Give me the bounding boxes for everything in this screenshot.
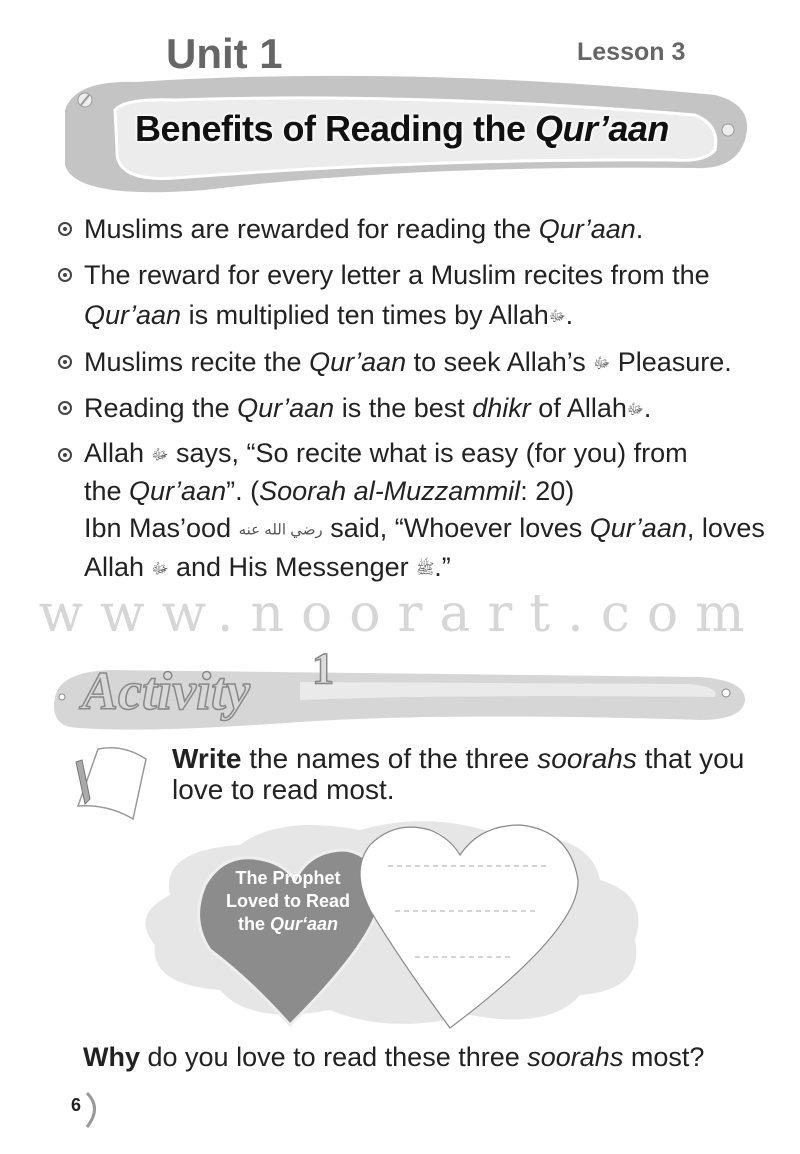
page-number-arc (62, 1090, 102, 1130)
text-segment: Allah (84, 551, 152, 582)
text-segment: of Allah (530, 393, 627, 423)
italic-text: Soorah al-Muzzammil (259, 476, 521, 507)
heart-label (213, 867, 363, 936)
italic-text: Qur’aan (538, 214, 636, 244)
honorific-icon: ﷻ (548, 307, 566, 325)
text-line (84, 473, 784, 510)
why-question (83, 1042, 704, 1073)
honorific-icon: ﷻ (151, 446, 169, 464)
why-bold: Why (83, 1042, 140, 1072)
list-item (58, 342, 784, 384)
activity-instruction (172, 743, 772, 805)
page-title (135, 108, 669, 150)
heart-label-italic: Qur‘aan (269, 914, 339, 934)
bullet-icon (58, 355, 72, 369)
text-segment: Reading the (84, 393, 238, 423)
italic-text: dhikr (472, 393, 531, 423)
italic-text: Qur’aan (129, 476, 227, 507)
text-line (84, 388, 784, 430)
text-segment: says, “So recite what is easy (for you) from (168, 438, 688, 468)
page-number (62, 1090, 102, 1130)
bullet-icon (58, 401, 72, 415)
instruction-text-end: that you love to read most. (172, 743, 745, 805)
title-italic: Qur’aan (535, 108, 669, 149)
text-segment: is multiplied ten times by Allah (181, 300, 549, 330)
lesson-label: Lesson 3 (577, 38, 686, 66)
why-italic: soorahs (527, 1042, 624, 1072)
text-segment: is the best (334, 393, 473, 423)
list-item (58, 388, 784, 430)
list-item-text (84, 435, 784, 587)
honorific-icon: ﷻ (151, 560, 169, 578)
text-line (84, 510, 784, 548)
text-line (84, 209, 784, 249)
instruction-bold: Write (172, 743, 242, 774)
list-item (58, 255, 784, 337)
text-segment: : 20) (520, 476, 575, 507)
text-line (84, 342, 784, 384)
title-text: Benefits of Reading the (135, 108, 536, 149)
bullet-icon (58, 222, 72, 236)
heart-label-line: the (237, 914, 270, 934)
honorific-icon: رضي الله عنه (238, 521, 323, 539)
italic-text: Qur’aan (309, 347, 407, 377)
text-segment: . (565, 300, 574, 330)
text-segment: .” (434, 551, 451, 582)
list-item (58, 435, 784, 587)
italic-text: Qur’aan (237, 393, 335, 423)
text-segment: Ibn Mas’ood (84, 513, 239, 544)
text-segment: Pleasure. (610, 347, 732, 377)
instruction-italic: soorahs (537, 743, 637, 774)
page-number-text: 6 (71, 1095, 82, 1115)
honorific-icon: ﷻ (626, 400, 644, 418)
text-segment: said, “Whoever loves (322, 513, 590, 544)
list-item (58, 209, 784, 249)
text-segment: and His Messenger (168, 551, 417, 582)
list-item-text (84, 342, 784, 384)
instruction-text: the names of the three (241, 743, 538, 774)
text-line (84, 549, 784, 587)
heart-label-line: The Prophet (235, 868, 341, 888)
activity-label: Activity (82, 661, 250, 721)
bullet-icon (58, 448, 72, 462)
text-segment: ”. ( (226, 476, 260, 507)
hearts-illustration (130, 810, 650, 1035)
honorific-icon: ﷺ (416, 560, 435, 578)
text-segment: , loves (686, 513, 765, 544)
italic-text: Qur’aan (84, 300, 182, 330)
text-segment: to seek Allah’s (406, 347, 594, 377)
text-segment: . (643, 393, 652, 423)
watermark: www.noorart.com (38, 586, 762, 642)
text-segment: Allah (84, 438, 152, 468)
honorific-icon: ﷻ (593, 354, 611, 372)
text-line (84, 435, 784, 473)
list-item-text (84, 255, 784, 337)
list-item-text (84, 388, 784, 430)
text-segment: the (84, 476, 130, 507)
unit-label: Unit 1 (166, 30, 283, 77)
italic-text: Qur’aan (589, 513, 687, 544)
text-line (84, 295, 784, 337)
text-segment: The reward for every letter a Muslim recites from the (84, 260, 710, 290)
list-item-text (84, 209, 784, 249)
text-segment: . (635, 214, 644, 244)
why-text: do you love to read these three (140, 1042, 528, 1072)
text-segment: Muslims are rewarded for reading the (84, 214, 539, 244)
activity-number: 1 (312, 644, 334, 693)
text-segment: Muslims recite the (84, 347, 310, 377)
why-text-end: most? (623, 1042, 705, 1072)
bullet-icon (58, 268, 72, 282)
heart-label-line: Loved to Read (225, 891, 350, 911)
text-line (84, 255, 784, 295)
